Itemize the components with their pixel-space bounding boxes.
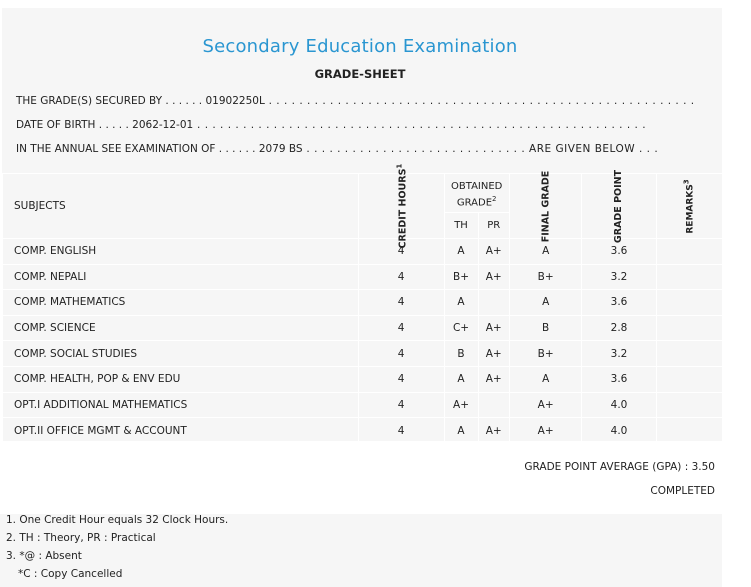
grade-point-cell: 3.6: [582, 366, 656, 392]
date-of-birth-line: [16, 119, 646, 131]
subject-cell: OPT.I ADDITIONAL MATHEMATICS: [3, 392, 359, 418]
dob-prefix: DATE OF BIRTH . . . . .: [16, 119, 133, 131]
credit-hours-header: [358, 163, 444, 249]
grade-point-cell: 3.6: [582, 239, 656, 265]
footnote-copy-cancelled: *C : Copy Cancelled: [18, 568, 123, 580]
subject-cell: COMP. SOCIAL STUDIES: [3, 341, 359, 367]
examination-line: [16, 143, 658, 155]
final-grade-label: FINAL GRADE: [540, 170, 552, 243]
th-grade-cell: A+: [444, 392, 478, 418]
credit-cell: 4: [358, 366, 444, 392]
credit-cell: 4: [358, 239, 444, 265]
grade-sup: 2: [492, 195, 497, 204]
pr-grade-cell: A+: [478, 264, 509, 290]
grade-sheet-heading: GRADE-SHEET: [314, 67, 406, 81]
secured-by-dots: . . . . . . . . . . . . . . . . . . . . . . . . . . . . . . . . . . . . . . . . . . . . . . . . . . . . . . . .: [264, 95, 695, 107]
remarks-cell: [656, 392, 722, 418]
symbol-number: 01902250L: [205, 95, 265, 107]
subject-cell: COMP. MATHEMATICS: [3, 290, 359, 316]
remarks-sup: 3: [682, 178, 691, 184]
th-grade-cell: A: [444, 418, 478, 444]
subject-cell: COMP. ENGLISH: [3, 239, 359, 265]
footnotes-panel: [0, 514, 722, 587]
final-grade-cell: A: [509, 239, 582, 265]
credit-hours-sup: 1: [395, 163, 404, 169]
pr-grade-cell: A+: [478, 315, 509, 341]
credit-cell: 4: [358, 341, 444, 367]
subject-cell: OPT.II OFFICE MGMT & ACCOUNT: [3, 418, 359, 444]
pr-grade-cell: [478, 290, 509, 316]
final-grade-cell: A+: [509, 392, 582, 418]
subject-cell: COMP. HEALTH, POP & ENV EDU: [3, 366, 359, 392]
grade-point-label: GRADE POINT: [613, 169, 625, 244]
grade-point-cell: 3.2: [582, 264, 656, 290]
remarks-cell: [656, 315, 722, 341]
final-grade-cell: A: [509, 366, 582, 392]
final-grade-cell: A: [509, 290, 582, 316]
grade-point-cell: 2.8: [582, 315, 656, 341]
remarks-header: [656, 174, 722, 239]
pr-grade-cell: A+: [478, 418, 509, 444]
credit-cell: 4: [358, 392, 444, 418]
gpa-summary: GRADE POINT AVERAGE (GPA) : 3.50: [524, 461, 715, 473]
completion-status: COMPLETED: [650, 485, 715, 497]
footnote-th-pr: 2. TH : Theory, PR : Practical: [6, 532, 156, 544]
table-header-row: [3, 174, 723, 213]
remarks-cell: [656, 264, 722, 290]
th-grade-cell: A: [444, 366, 478, 392]
obtained-label: OBTAINED: [451, 181, 503, 193]
table-row: [3, 264, 723, 290]
table-row: [3, 290, 723, 316]
pr-header: PR: [478, 213, 509, 239]
final-grade-cell: B+: [509, 341, 582, 367]
table-row: [3, 341, 723, 367]
credit-cell: 4: [358, 315, 444, 341]
grade-point-cell: 4.0: [582, 418, 656, 444]
grades-table: [2, 163, 722, 443]
th-grade-cell: C+: [444, 315, 478, 341]
grade-point-header: [582, 169, 656, 244]
subject-cell: COMP. SCIENCE: [3, 315, 359, 341]
pr-grade-cell: A+: [478, 366, 509, 392]
remarks-cell: [656, 341, 722, 367]
final-grade-cell: B: [509, 315, 582, 341]
obtained-grade-header: [444, 174, 509, 213]
credit-hours-label: CREDIT HOURS: [397, 168, 409, 249]
grade-label: GRADE: [456, 197, 493, 209]
final-grade-cell: A+: [509, 418, 582, 444]
remarks-label: REMARKS: [685, 183, 696, 234]
grade-point-cell: 3.6: [582, 290, 656, 316]
grade-label-wrap: [445, 193, 509, 209]
final-grade-cell: B+: [509, 264, 582, 290]
remarks-cell: [656, 366, 722, 392]
footnote-credit-hour: 1. One Credit Hour equals 32 Clock Hours.: [6, 514, 229, 526]
exam-prefix: IN THE ANNUAL SEE EXAMINATION OF . . . . . .: [16, 143, 259, 155]
secured-by-prefix: THE GRADE(S) SECURED BY . . . . . .: [16, 95, 206, 107]
table-row: [3, 392, 723, 418]
date-of-birth: 2062-12-01: [132, 119, 194, 131]
table-row: [3, 315, 723, 341]
remarks-cell: [656, 290, 722, 316]
subjects-header: SUBJECTS: [3, 174, 359, 239]
subject-cell: COMP. NEPALI: [3, 264, 359, 290]
exam-year: 2079 BS: [258, 143, 303, 155]
table-row: [3, 418, 723, 444]
th-grade-cell: B: [444, 341, 478, 367]
exam-suffix: . . . . . . . . . . . . . . . . . . . . . . . . . . . . . ARE GIVEN BELOW . . .: [302, 143, 659, 155]
exam-title: Secondary Education Examination: [202, 36, 518, 57]
credit-cell: 4: [358, 290, 444, 316]
credit-cell: 4: [358, 418, 444, 444]
secured-by-line: [16, 95, 695, 107]
dob-dots: . . . . . . . . . . . . . . . . . . . . . . . . . . . . . . . . . . . . . . . . . . . . . . . . . . . . . . . . . . .: [193, 119, 647, 131]
pr-grade-cell: A+: [478, 239, 509, 265]
remarks-cell: [656, 418, 722, 444]
credit-cell: 4: [358, 264, 444, 290]
table-row: [3, 366, 723, 392]
final-grade-header: [509, 170, 582, 243]
grade-point-cell: 4.0: [582, 392, 656, 418]
th-grade-cell: A: [444, 290, 478, 316]
grade-point-cell: 3.2: [582, 341, 656, 367]
pr-grade-cell: A+: [478, 341, 509, 367]
th-header: TH: [444, 213, 478, 239]
pr-grade-cell: [478, 392, 509, 418]
remarks-cell: [656, 239, 722, 265]
footnote-absent: 3. *@ : Absent: [6, 550, 82, 562]
th-grade-cell: A: [444, 239, 478, 265]
th-grade-cell: B+: [444, 264, 478, 290]
